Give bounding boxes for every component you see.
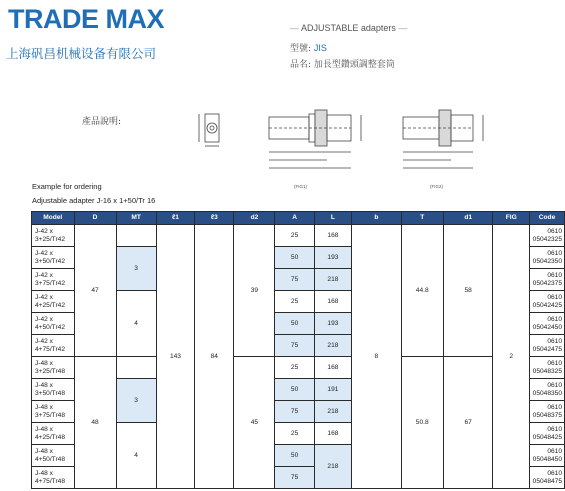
model-cell: J-48 x 3+75/Tr48 — [32, 401, 75, 423]
model-cell: J-48 x 4+25/Tr48 — [32, 423, 75, 445]
header-l1: ℓ1 — [156, 212, 194, 225]
model-cell: J-42 x 4+25/Tr42 — [32, 291, 75, 313]
l-cell: 218 — [314, 269, 352, 291]
brand-logo: TRADE MAX — [8, 4, 164, 34]
l-cell: 168 — [314, 423, 352, 445]
title-dash-left: — — [290, 23, 299, 33]
header-model: Model — [32, 212, 75, 225]
a-cell: 50 — [275, 313, 314, 335]
model-cell: J-42 x 3+50/Tr42 — [32, 247, 75, 269]
code-cell: 0610 05048375 — [530, 401, 565, 423]
table-row — [32, 357, 565, 379]
fig1-caption: (FIG1) — [294, 184, 307, 189]
model-cell: J-48 x 4+50/Tr48 — [32, 445, 75, 467]
company-name: 上海矾昌机械设备有限公司 — [6, 46, 157, 61]
header-t: T — [401, 212, 443, 225]
l-cell: 193 — [314, 313, 352, 335]
mt-cell: 3 — [116, 247, 156, 291]
model-cell: J-42 x 4+75/Tr42 — [32, 335, 75, 357]
header-d: D — [74, 212, 116, 225]
d1-cell: 58 — [443, 225, 493, 357]
model-cell: J-48 x 3+50/Tr48 — [32, 379, 75, 401]
end-view — [199, 114, 219, 146]
ordering-spec: Adjustable adapter J-16 x 1+50/Tr 16 — [32, 196, 156, 205]
model-label: 型號: — [290, 44, 312, 54]
section-title — [290, 23, 407, 33]
ordering-example-label: Example for ordering — [32, 182, 102, 191]
fig2-caption: (FIG2) — [430, 184, 443, 189]
product-description-label: 產品說明: — [82, 117, 122, 127]
model-cell: J-42 x 4+50/Tr42 — [32, 313, 75, 335]
a-cell: 75 — [275, 269, 314, 291]
table-row — [32, 225, 565, 247]
d2-cell: 45 — [234, 357, 275, 489]
code-cell: 0610 05042475 — [530, 335, 565, 357]
mt-cell-blank — [116, 357, 156, 379]
l1-cell: 143 — [156, 225, 194, 489]
l-cell: 168 — [314, 225, 352, 247]
mt-cell: 4 — [116, 291, 156, 357]
model-cell: J-48 x 3+25/Tr48 — [32, 357, 75, 379]
code-cell: 0610 05042350 — [530, 247, 565, 269]
d1-cell: 67 — [443, 357, 493, 489]
a-cell: 25 — [275, 357, 314, 379]
header-a: A — [275, 212, 314, 225]
a-cell: 75 — [275, 401, 314, 423]
title-dash-right: — — [398, 23, 408, 33]
name-value: 加長型鑽頭調整套筒 — [313, 60, 395, 70]
header-fig: FIG — [493, 212, 530, 225]
code-cell: 0610 05042425 — [530, 291, 565, 313]
a-cell: 25 — [275, 225, 314, 247]
table-header-row — [32, 212, 565, 225]
d-cell: 48 — [74, 357, 116, 489]
a-cell: 25 — [275, 291, 314, 313]
model-cell: J-48 x 4+75/Tr48 — [32, 467, 75, 489]
a-cell: 50 — [275, 247, 314, 269]
l-cell: 168 — [314, 291, 352, 313]
a-cell: 75 — [275, 335, 314, 357]
a-cell: 75 — [275, 467, 314, 489]
t-cell: 44.8 — [401, 225, 443, 357]
t-cell: 50.8 — [401, 357, 443, 489]
l-cell: 191 — [314, 379, 352, 401]
model-cell: J-42 x 3+75/Tr42 — [32, 269, 75, 291]
code-cell: 0610 05048350 — [530, 379, 565, 401]
code-cell: 0610 05048450 — [530, 445, 565, 467]
mt-cell: 3 — [116, 379, 156, 423]
name-line — [290, 57, 395, 70]
fig1-view — [269, 110, 361, 168]
section-title-text: ADJUSTABLE adapters — [301, 23, 396, 33]
model-value: JIS — [313, 43, 327, 53]
code-cell: 0610 05042375 — [530, 269, 565, 291]
d-cell: 47 — [74, 225, 116, 357]
model-cell: J-42 x 3+25/Tr42 — [32, 225, 75, 247]
l-cell: 193 — [314, 247, 352, 269]
code-cell: 0610 05042450 — [530, 313, 565, 335]
fig2-view — [403, 110, 483, 168]
code-cell: 0610 05048475 — [530, 467, 565, 489]
code-cell: 0610 05048425 — [530, 423, 565, 445]
technical-drawing — [185, 94, 505, 190]
header-b: b — [352, 212, 401, 225]
header-l: L — [314, 212, 352, 225]
header-d2: d2 — [234, 212, 275, 225]
a-cell: 50 — [275, 445, 314, 467]
mt-cell-blank — [116, 225, 156, 247]
b-cell: 8 — [352, 225, 401, 489]
name-label: 品名: — [290, 60, 312, 70]
header-l3: ℓ3 — [195, 212, 234, 225]
code-cell: 0610 05048325 — [530, 357, 565, 379]
l-cell: 218 — [314, 335, 352, 357]
mt-cell: 4 — [116, 423, 156, 489]
l-cell: 218 — [314, 401, 352, 423]
model-line — [290, 41, 327, 54]
fig-cell: 2 — [493, 225, 530, 489]
spec-table — [31, 211, 565, 489]
header-code: Code — [530, 212, 565, 225]
a-cell: 50 — [275, 379, 314, 401]
code-cell: 0610 05042325 — [530, 225, 565, 247]
l-cell: 168 — [314, 357, 352, 379]
header-d1: d1 — [443, 212, 493, 225]
l-cell: 218 — [314, 445, 352, 489]
d2-cell: 39 — [234, 225, 275, 357]
l3-cell: 84 — [195, 225, 234, 489]
a-cell: 25 — [275, 423, 314, 445]
header-mt: MT — [116, 212, 156, 225]
